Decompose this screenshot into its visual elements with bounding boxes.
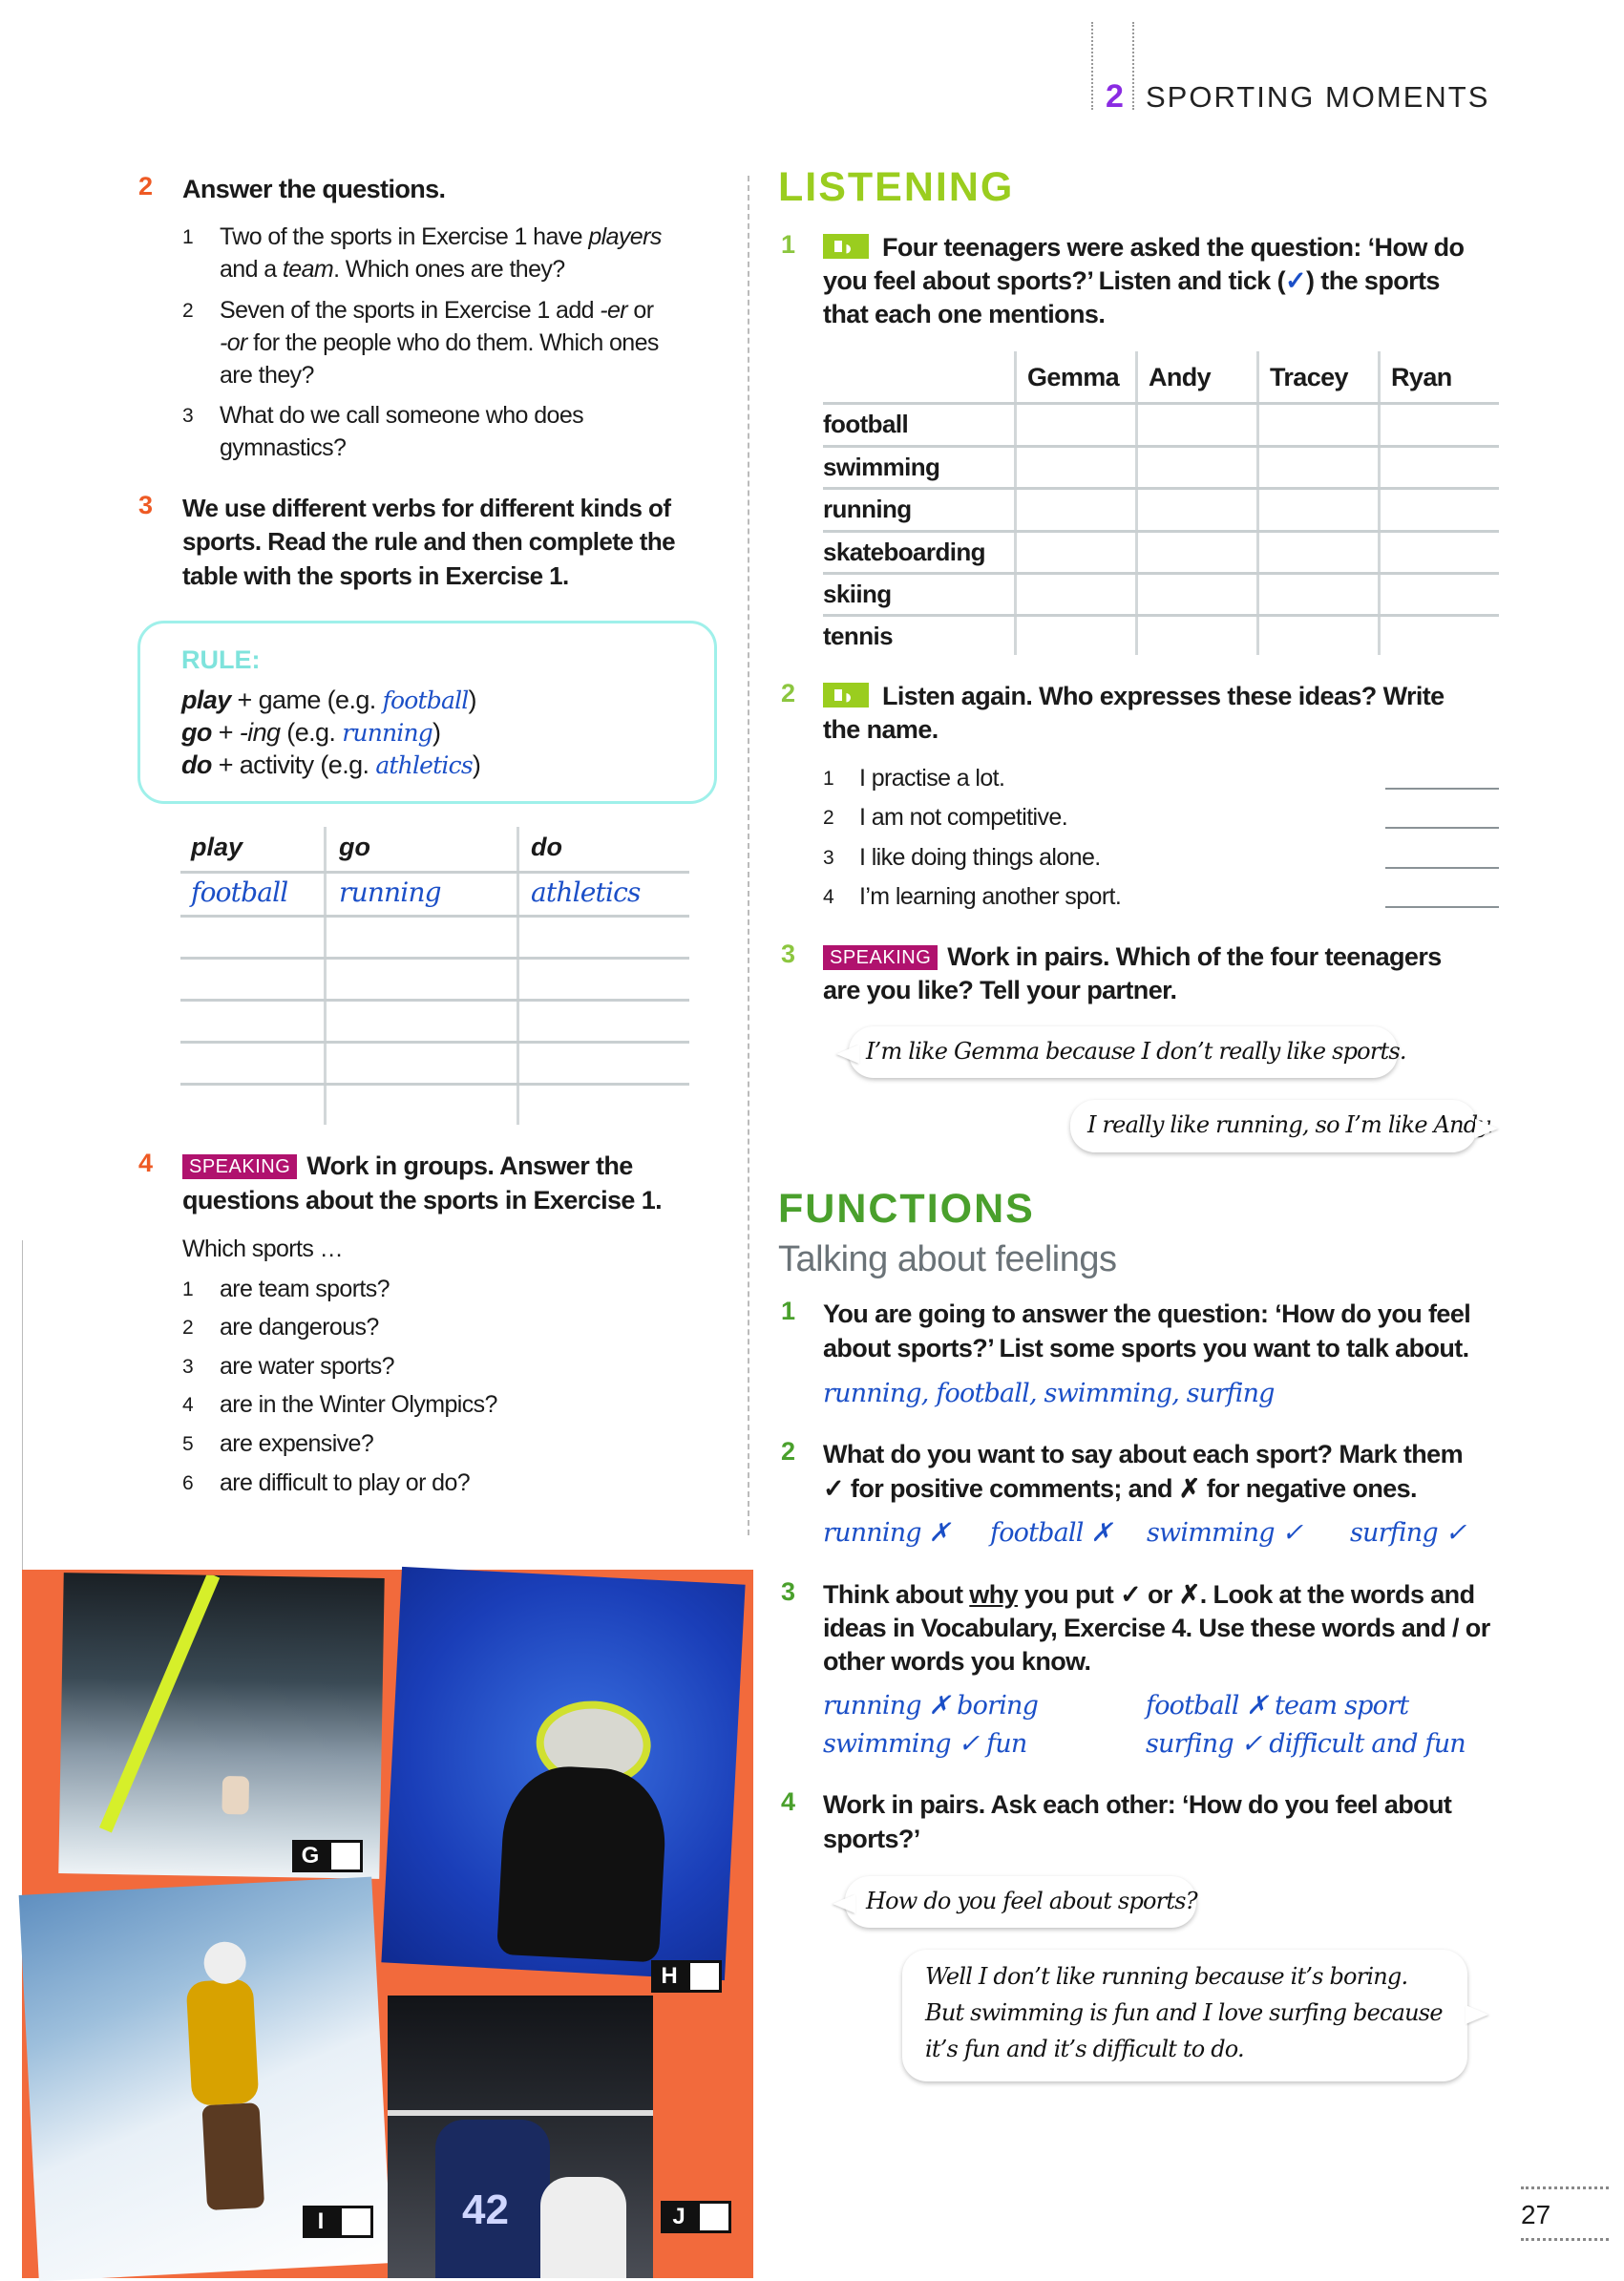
instruction-line: What do you want to say about each sport? Mark them: [823, 1440, 1463, 1468]
item-number: 3: [823, 847, 834, 869]
instruction-line: [823, 680, 1445, 712]
bubble-tail: [827, 1045, 859, 1064]
answer-blank-line[interactable]: [1385, 827, 1499, 829]
statement: I’m learning another sport.: [859, 883, 1122, 910]
question-line: gymnastics?: [220, 434, 347, 461]
tick-cell[interactable]: [1381, 575, 1499, 613]
rule-line: [181, 684, 476, 717]
photo-label-j: [661, 2201, 731, 2233]
text: Work in pairs. Which of the four teenagers: [947, 942, 1442, 971]
text: ) the sports: [1306, 266, 1440, 295]
item-number: 2: [182, 300, 194, 322]
item-number: 4: [823, 886, 834, 908]
bubble-text: But swimming is fun and I love surfing because: [925, 1999, 1443, 2026]
tick-cell[interactable]: [1259, 617, 1378, 655]
rule-line: [181, 749, 480, 782]
text: you feel about sports?’ Listen and tick (: [823, 266, 1285, 295]
answer-checkbox[interactable]: [328, 1840, 363, 1872]
instruction-line: [823, 231, 1464, 264]
question-line: [220, 221, 662, 253]
exercise-number: 4: [138, 1149, 154, 1177]
label-letter: J: [661, 2201, 697, 2233]
exercise-number: 4: [781, 1787, 796, 1816]
column-header: do: [531, 833, 562, 861]
tick-cell[interactable]: [1259, 575, 1378, 613]
item-number: 5: [182, 1433, 194, 1455]
text: team: [282, 256, 334, 283]
page-number: 27: [1521, 2200, 1551, 2229]
exercise-number: 2: [781, 1437, 796, 1466]
column-header: go: [339, 833, 370, 861]
instruction-line: sports. Read the rule and then complete the: [182, 527, 675, 556]
speech-bubble: [845, 1876, 1196, 1928]
table-rule: [180, 999, 689, 1002]
row-label: skateboarding: [823, 538, 985, 566]
text: Seven of the sports in Exercise 1 add: [220, 297, 601, 324]
bubble-text: Well I don’t like running because it’s boring.: [925, 1963, 1408, 1990]
exercise-number: 3: [138, 491, 154, 519]
item-number: 6: [182, 1472, 194, 1494]
text: -ing: [239, 718, 281, 747]
text: running: [342, 719, 433, 747]
table-rule: [180, 957, 689, 960]
text: you put ✓ or ✗. Look at the words and: [1018, 1580, 1475, 1609]
row-label: swimming: [823, 453, 940, 481]
table-rule: [180, 871, 689, 874]
text: go: [181, 718, 212, 747]
item-number: 2: [823, 807, 834, 829]
instruction-line: [182, 1150, 633, 1182]
text: or: [627, 297, 654, 324]
item-number: 3: [182, 1356, 194, 1378]
tick-cell[interactable]: [1381, 617, 1499, 655]
table-cell: running: [339, 876, 441, 908]
tick-cell[interactable]: [1138, 448, 1256, 486]
table-cell: football: [191, 876, 288, 908]
instruction-line: You are going to answer the question: ‘How do you feel: [823, 1299, 1471, 1328]
intro-text: Which sports …: [182, 1236, 344, 1262]
text: -or: [220, 329, 247, 356]
bubble-text: How do you feel about sports?: [866, 1888, 1197, 1914]
item-number: 4: [182, 1394, 194, 1416]
rule-title: RULE:: [181, 645, 261, 674]
instruction-line: sports?’: [823, 1825, 920, 1853]
answer-checkbox[interactable]: [697, 2201, 731, 2233]
written-answer: running ✗ boring: [823, 1691, 1039, 1721]
written-answer: running, football, swimming, surfing: [823, 1379, 1275, 1408]
photo-label-i: [303, 2206, 373, 2238]
table-cell: athletics: [531, 876, 641, 908]
text: football: [382, 686, 469, 714]
question-item: are expensive?: [220, 1430, 374, 1457]
question-item: are dangerous?: [220, 1314, 379, 1341]
bubble-text: it’s fun and it’s difficult to do.: [925, 2036, 1244, 2062]
text: Four teenagers were asked the question: ‘How do: [882, 233, 1465, 262]
question-item: are difficult to play or do?: [220, 1469, 471, 1496]
unit-title: SPORTING MOMENTS: [1146, 80, 1490, 114]
text: + activity (e.g.: [211, 750, 376, 779]
bubble-tail: [1466, 2005, 1498, 2024]
text: ): [468, 686, 476, 714]
exercise-number: 3: [781, 1577, 796, 1606]
photo-scuba-diver: [381, 1567, 745, 1980]
tick-cell[interactable]: [1381, 405, 1499, 443]
table-rule: [180, 1041, 689, 1044]
bubble-tail: [1475, 1119, 1508, 1138]
instruction-line: the name.: [823, 715, 939, 744]
written-answer: football ✗ team sport: [1146, 1691, 1409, 1721]
bubble-text: I really like running, so I’m like Andy.: [1087, 1111, 1493, 1138]
question-line: [220, 253, 565, 285]
instruction-line: ideas in Vocabulary, Exercise 4. Use these words and / or: [823, 1614, 1490, 1642]
exercise-number: 1: [781, 1297, 796, 1325]
text: ): [472, 750, 481, 779]
tick-cell[interactable]: [1017, 405, 1135, 443]
instruction-line: that each one mentions.: [823, 300, 1106, 328]
instruction-line: other words you know.: [823, 1647, 1091, 1676]
audio-icon[interactable]: [823, 234, 869, 259]
exercise-number: 2: [781, 679, 796, 708]
text: and a: [220, 256, 283, 283]
text: why: [969, 1580, 1019, 1609]
tick-cell[interactable]: [1138, 405, 1256, 443]
exercise-number: 3: [781, 940, 796, 968]
section-subheading: Talking about feelings: [778, 1239, 1117, 1279]
page-number-rule: [1521, 2186, 1609, 2189]
written-answer: surfing ✓: [1350, 1518, 1466, 1548]
tick-cell[interactable]: [1138, 617, 1256, 655]
text: do: [181, 750, 212, 779]
column-header: Gemma: [1027, 363, 1120, 391]
photo-windsurfing: [58, 1573, 384, 1879]
tick-cell[interactable]: [1017, 617, 1135, 655]
header-dotted-line: [1091, 22, 1093, 110]
bubble-text: I’m like Gemma because I don’t really like sports.: [866, 1038, 1406, 1065]
instruction-line: questions about the sports in Exercise 1.: [182, 1186, 663, 1214]
question-item: are in the Winter Olympics?: [220, 1391, 497, 1418]
tick-cell[interactable]: [1138, 533, 1256, 571]
speech-bubble: [849, 1026, 1406, 1078]
written-answer: swimming ✓ fun: [823, 1729, 1027, 1759]
instruction-line: [823, 940, 1442, 973]
question-line: [220, 294, 653, 327]
text: athletics: [375, 751, 473, 779]
text: Listen again. Who expresses these ideas? Write: [882, 682, 1445, 710]
instruction-line: about sports?’ List some sports you want to talk about.: [823, 1334, 1469, 1362]
statement: I like doing things alone.: [859, 844, 1101, 871]
question-line: What do we call someone who does: [220, 402, 584, 429]
text: Two of the sports in Exercise 1 have: [220, 223, 589, 250]
text: for the people who do them. Which ones: [246, 329, 659, 356]
photo-volleyball: [388, 1996, 653, 2278]
column-header: Ryan: [1391, 363, 1452, 391]
written-answer: running ✗: [823, 1518, 950, 1548]
text: +: [211, 718, 240, 747]
jersey-number: 42: [462, 2186, 509, 2233]
answer-blank-line[interactable]: [1385, 867, 1499, 869]
tick-cell[interactable]: [1381, 448, 1499, 486]
text: . Which ones are they?: [333, 256, 565, 283]
question-item: are water sports?: [220, 1353, 394, 1380]
tick-cell[interactable]: [1017, 490, 1135, 528]
text: players: [588, 223, 662, 250]
text: -er: [600, 297, 628, 324]
column-header: play: [191, 833, 243, 861]
section-heading-functions: FUNCTIONS: [778, 1186, 1035, 1232]
tick-cell[interactable]: [1138, 575, 1256, 613]
instruction-line: are you like? Tell your partner.: [823, 976, 1177, 1004]
text: (e.g.: [280, 718, 343, 747]
written-answer: swimming ✓: [1147, 1518, 1303, 1548]
text: + game (e.g.: [230, 686, 383, 714]
text: play: [181, 686, 231, 714]
row-label: skiing: [823, 580, 892, 608]
tick-cell[interactable]: [1259, 405, 1378, 443]
page-number-rule: [1521, 2238, 1609, 2241]
label-letter: G: [292, 1840, 328, 1872]
instruction-line: table with the sports in Exercise 1.: [182, 561, 569, 590]
column-header: Tracey: [1270, 363, 1348, 391]
written-answer: football ✗: [990, 1518, 1112, 1548]
instruction-line: [823, 264, 1440, 297]
tick-cell[interactable]: [1259, 490, 1378, 528]
instruction-line: We use different verbs for different kinds of: [182, 494, 671, 522]
answer-checkbox[interactable]: [339, 2206, 373, 2238]
tick-cell[interactable]: [1259, 448, 1378, 486]
text: Think about: [823, 1580, 970, 1609]
text: Work in groups. Answer the: [306, 1151, 633, 1180]
rule-line: [181, 716, 440, 750]
tick-icon: ✓: [1284, 266, 1307, 295]
instruction-line: ✓ for positive comments; and ✗ for negative ones.: [823, 1474, 1417, 1503]
instruction-line: Work in pairs. Ask each other: ‘How do you feel about: [823, 1790, 1452, 1819]
label-letter: H: [651, 1960, 687, 1993]
tick-cell[interactable]: [1381, 533, 1499, 571]
tick-cell[interactable]: [1017, 448, 1135, 486]
audio-icon[interactable]: [823, 683, 869, 708]
photo-label-g: [292, 1840, 363, 1872]
tick-cell[interactable]: [1017, 533, 1135, 571]
row-label: running: [823, 495, 912, 523]
tick-cell[interactable]: [1381, 490, 1499, 528]
header-dotted-line: [1132, 22, 1134, 110]
column-divider: [748, 176, 749, 1535]
statement: I am not competitive.: [859, 804, 1068, 831]
photo-label-h: [651, 1960, 722, 1993]
table-rule: [180, 915, 689, 918]
statement: I practise a lot.: [859, 765, 1005, 792]
bubble-tail: [823, 1894, 855, 1913]
section-heading-listening: LISTENING: [778, 164, 1015, 210]
unit-number: 2: [1106, 78, 1124, 115]
question-line: [220, 327, 659, 359]
instruction-line: [823, 1578, 1474, 1611]
written-answer: surfing ✓ difficult and fun: [1146, 1729, 1466, 1759]
speaking-badge: SPEAKING: [182, 1154, 297, 1179]
exercise-number: 1: [781, 230, 796, 259]
column-header: Andy: [1149, 363, 1212, 391]
question-line: are they?: [220, 362, 314, 389]
speech-bubble: [902, 1950, 1467, 2081]
item-number: 1: [182, 226, 194, 248]
text: ): [432, 718, 441, 747]
item-number: 2: [182, 1317, 194, 1339]
item-number: 1: [182, 1278, 194, 1300]
question-item: are team sports?: [220, 1276, 390, 1302]
row-label: football: [823, 410, 909, 438]
tick-cell[interactable]: [1259, 533, 1378, 571]
answer-checkbox[interactable]: [687, 1960, 722, 1993]
tick-cell[interactable]: [1017, 575, 1135, 613]
item-number: 1: [823, 768, 834, 790]
answer-blank-line[interactable]: [1385, 906, 1499, 908]
table-rule: [180, 1083, 689, 1086]
speaking-badge: SPEAKING: [823, 945, 938, 970]
item-number: 3: [182, 405, 194, 427]
exercise-title: Answer the questions.: [182, 175, 446, 203]
label-letter: I: [303, 2206, 339, 2238]
answer-blank-line[interactable]: [1385, 788, 1499, 790]
tick-cell[interactable]: [1138, 490, 1256, 528]
page-edge-line: [22, 1240, 23, 1570]
exercise-number: 2: [138, 172, 154, 201]
speech-bubble: [1070, 1100, 1493, 1152]
row-label: tennis: [823, 622, 893, 650]
